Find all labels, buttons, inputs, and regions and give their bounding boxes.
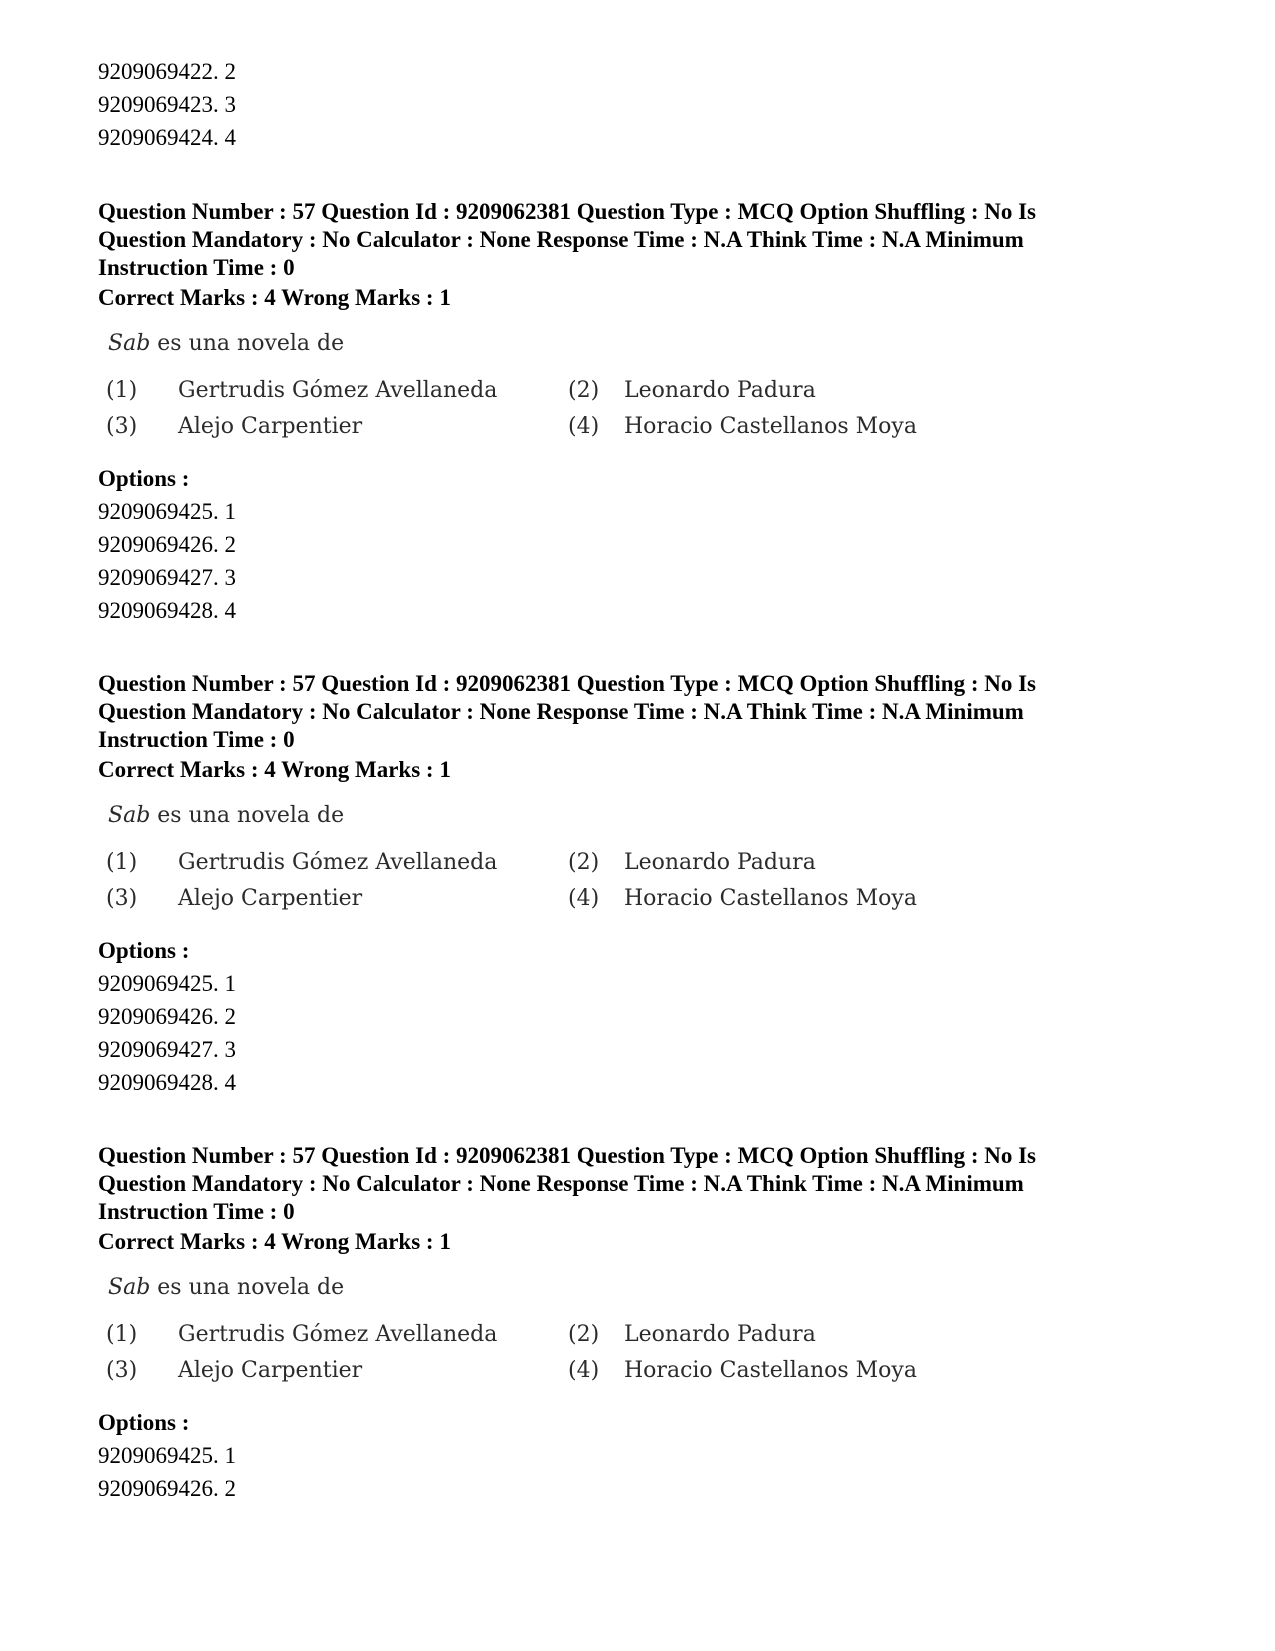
option-line: 9209069425. 1	[98, 971, 236, 996]
marks-line: Correct Marks : 4 Wrong Marks : 1	[98, 757, 451, 782]
stem-text: es una novela de	[150, 803, 345, 828]
stem-italic: Sab	[108, 331, 151, 356]
question-header-line: Question Mandatory : No Calculator : None Response Time : N.A Think Time : N.A Minimum	[98, 699, 1024, 724]
options-label: Options :	[98, 466, 190, 491]
choice-number: (2)	[568, 378, 600, 403]
question-header-line: Question Number : 57 Question Id : 9209062381 Question Type : MCQ Option Shuffling : No Is	[98, 671, 1037, 696]
choice-text: Gertrudis Gómez Avellaneda	[178, 850, 498, 875]
question-header-line: Question Number : 57 Question Id : 9209062381 Question Type : MCQ Option Shuffling : No Is	[98, 1143, 1037, 1168]
marks-line: Correct Marks : 4 Wrong Marks : 1	[98, 285, 451, 310]
choice-number: (4)	[568, 1358, 600, 1383]
choice-text: Gertrudis Gómez Avellaneda	[178, 1322, 498, 1347]
choice-number: (1)	[106, 1322, 138, 1347]
choice-text: Alejo Carpentier	[178, 414, 363, 439]
choice-number: (2)	[568, 1322, 600, 1347]
option-line: 9209069427. 3	[98, 1037, 236, 1062]
question-header-line: Question Mandatory : No Calculator : None Response Time : N.A Think Time : N.A Minimum	[98, 1171, 1024, 1196]
option-line: 9209069426. 2	[98, 532, 236, 557]
option-line: 9209069427. 3	[98, 565, 236, 590]
choice-number: (4)	[568, 886, 600, 911]
choice-text: Leonardo Padura	[624, 850, 816, 875]
option-line: 9209069426. 2	[98, 1476, 236, 1501]
choice-text: Horacio Castellanos Moya	[624, 414, 917, 439]
option-line: 9209069428. 4	[98, 598, 236, 623]
choice-text: Alejo Carpentier	[178, 1358, 363, 1383]
question-image	[98, 330, 958, 450]
question-header	[98, 1142, 1158, 1226]
question-header-line: Instruction Time : 0	[98, 1199, 295, 1224]
choice-number: (2)	[568, 850, 600, 875]
question-image	[98, 802, 958, 922]
option-line: 9209069425. 1	[98, 1443, 236, 1468]
question-header-line: Instruction Time : 0	[98, 255, 295, 280]
marks-line: Correct Marks : 4 Wrong Marks : 1	[98, 1229, 451, 1254]
choice-number: (3)	[106, 886, 138, 911]
options-label: Options :	[98, 938, 190, 963]
question-stem	[108, 802, 344, 830]
question-header	[98, 670, 1158, 754]
question-stem	[108, 1274, 344, 1302]
choice-text: Horacio Castellanos Moya	[624, 1358, 917, 1383]
choice-number: (4)	[568, 414, 600, 439]
question-header	[98, 198, 1158, 282]
choice-text: Alejo Carpentier	[178, 886, 363, 911]
option-line: 9209069426. 2	[98, 1004, 236, 1029]
choice-number: (1)	[106, 850, 138, 875]
option-line: 9209069425. 1	[98, 499, 236, 524]
question-header-line: Instruction Time : 0	[98, 727, 295, 752]
choice-number: (3)	[106, 1358, 138, 1383]
option-line: 9209069424. 4	[98, 125, 236, 150]
choice-number: (3)	[106, 414, 138, 439]
option-line: 9209069423. 3	[98, 92, 236, 117]
stem-italic: Sab	[108, 1275, 151, 1300]
stem-italic: Sab	[108, 803, 151, 828]
choice-text: Gertrudis Gómez Avellaneda	[178, 378, 498, 403]
question-header-line: Question Mandatory : No Calculator : None Response Time : N.A Think Time : N.A Minimum	[98, 227, 1024, 252]
choice-number: (1)	[106, 378, 138, 403]
choice-text: Horacio Castellanos Moya	[624, 886, 917, 911]
choice-text: Leonardo Padura	[624, 378, 816, 403]
choice-text: Leonardo Padura	[624, 1322, 816, 1347]
options-label: Options :	[98, 1410, 190, 1435]
stem-text: es una novela de	[150, 331, 345, 356]
question-header-line: Question Number : 57 Question Id : 9209062381 Question Type : MCQ Option Shuffling : No Is	[98, 199, 1037, 224]
stem-text: es una novela de	[150, 1275, 345, 1300]
question-image	[98, 1274, 958, 1394]
option-line: 9209069422. 2	[98, 59, 236, 84]
question-stem	[108, 330, 344, 358]
option-line: 9209069428. 4	[98, 1070, 236, 1095]
